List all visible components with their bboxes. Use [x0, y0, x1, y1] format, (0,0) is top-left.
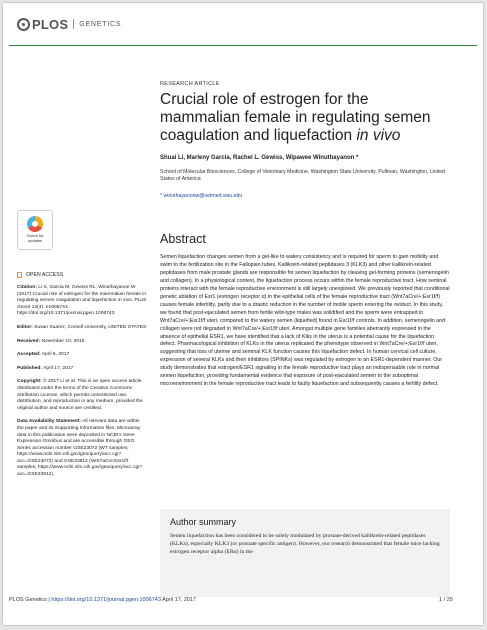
main-column: [160, 81, 450, 389]
article-title: [160, 91, 450, 145]
citation-block: Citation: Li S, Garcia M, Gewiss RL, Winuthayanon W (2017) Crucial role of estrogen for the mammalian female in regulating semen coagulation and liquefaction in vivo. PLoS Genet 13(4): e1006743. https://doi.org/10.1371/journal.pgen.1006743: [17, 285, 147, 317]
author-summary-heading: Author summary: [170, 517, 237, 527]
page-number: 1 / 25: [439, 597, 453, 603]
corresponding-email[interactable]: * winuthayanonw@vetmed.wsu.edu: [160, 193, 243, 199]
check-for-updates-button[interactable]: [17, 210, 53, 250]
article-sidebar: [17, 210, 147, 479]
abstract-heading: Abstract: [160, 232, 206, 246]
published-date: Published: April 17, 2017: [17, 365, 74, 371]
author-list: Shuai Li, Marleny Garcia, Rachel L. Gewiss, Wipawee Winuthayanon *: [160, 155, 359, 161]
affiliation: School of Molecular Biosciences, College of Veterinary Medicine, Washington State University, Pullman, Washington, United States of America: [160, 169, 445, 182]
accepted-date: Accepted: April 5, 2017: [17, 352, 70, 358]
copyright-block: Copyright: © 2017 Li et al. This is an open access article distributed under the terms of the Creative Commons Attribution License, which permits unrestricted use, distribution, and reproduction in any medium, provided the original author and source are credited.: [17, 379, 143, 411]
journal-name: GENETICS: [79, 20, 122, 28]
author-summary-box: [160, 509, 450, 597]
check-updates-label: Check for updates: [26, 233, 44, 243]
logo-text: PLOS: [32, 16, 69, 32]
plos-logo[interactable]: [17, 17, 121, 31]
header-rule: [9, 45, 477, 46]
author-summary-text: Semen liquefaction has been considered to be solely modulated by prostate-derived kallikrein-related peptidases (KLKs), especially KLK3 (or prostate specific antigen). However, our research demonstrated that female mice lacking estrogen receptor alpha (ERα) in the: [170, 533, 440, 556]
footer-citation: PLOS Genetics | https://doi.org/10.1371/journal.pgen.1006743 April 17, 2017: [9, 597, 197, 603]
open-access-text: OPEN ACCESS: [26, 272, 64, 278]
article-page: [3, 3, 483, 625]
plos-logo-icon: [17, 18, 30, 31]
crossmark-icon: [27, 216, 43, 232]
received-date: Received: November 10, 2016: [17, 338, 85, 344]
editor-block: Editor: Susan Suarez, Cornell University, UNITED STATES: [17, 324, 147, 330]
data-availability-block: Data Availability Statement: All relevant data are within the paper and its Supporting Information files. Microarray data in this publication were deposited in NCBI's Gene Expression Omnibus and are accessible through GEO Series accession number GSE23072 (WT samples; https://www.ncbi.nlm.nih.gov/geo/query/acc.cgi?acc=GSE23072) and GSE33812 (Wnt7aCre;Esr1f/f samples; https://www.ncbi.nlm.nih.gov/geo/query/acc.cgi?acc=GSE33812).: [17, 419, 143, 478]
title-text: Crucial role of estrogen for the mammalian female in regulating semen coagulation and liquefaction: [160, 91, 431, 144]
abstract-text: Semen liquefaction changes semen from a gel-like to watery consistency and is required for sperm to gain mobility and swim to the fertilization site in the Fallopian tubes. Kallikrein-related peptidases 3 (KLK3) and other kallikrein-related peptidases from male prostate glands are responsible for semen liquefaction by cleaving gel-forming proteins (semenogelin and collagen). In a physiological context, the liquefaction process occurs within the female reproductive tract. How seminal proteins interact with the female reproductive environment is still largely unexplored. We previously reported that conditional genetic ablation of Esr1 (estrogen receptor α) in the epithelial cells of the female reproductive tract (Wnt7aCre/+;Esr1f/f) causes female infertility, partly due to a drastic reduction in the number of motile sperm entering the oviduct. In this study, we found that post-ejaculated semen from fertile wild-type males was solidified and the sperm were entrapped in Wnt7aCre/+;Esr1f/f uteri, compared to the watery semen (liquefied) found in Esr1f/f controls. In addition, semenogelin and collagen were not degraded in Wnt7aCre/+;Esr1f/f uteri. Amongst multiple gene families aberrantly expressed in the absence of epithelial ESR1, we have identified that a lack of Klks in the uterus is a potential cause for the liquefaction defect. Pharmacological inhibition of KLKs in the uterus replicated the phenotype observed in Wnt7aCre/+;Esr1f/f uteri, suggesting that loss of uterine and seminal KLK function causes this liquefaction defect. In human cervical cell culture, expression of several KLKs and their inhibitors (SPINKs) was regulated by estrogen in an ESR1-dependent manner. Our study demonstrates that estrogen/ESR1 signaling in the female reproductive tract plays an indispensable role in normal semen liquefaction, providing fundamental evidence that exposure of post-ejaculated semen to the suboptimal microenvironment in the female reproductive tract leads to faulty liquefaction and subsequently causes a fertility defect.: [160, 254, 450, 388]
doi-link[interactable]: https://doi.org/10.1371/journal.pgen.1006743: [51, 597, 161, 603]
article-type: RESEARCH ARTICLE: [160, 81, 220, 87]
open-lock-icon: [17, 272, 22, 278]
open-access-label: [17, 272, 147, 278]
logo-divider: [73, 19, 74, 29]
title-italic: in vivo: [356, 127, 401, 144]
